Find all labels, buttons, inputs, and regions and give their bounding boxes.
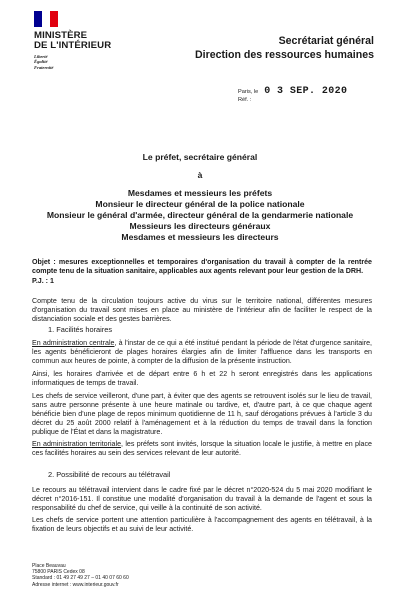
recipient-prefets: Mesdames et messieurs les préfets <box>127 188 273 198</box>
recipient-gendarmerie: Monsieur le général d'armée, directeur général de la gendarmerie nationale <box>46 210 354 220</box>
footer-line-4: Adresse internet : www.interieur.gouv.fr <box>32 581 119 588</box>
footer-line-1: Place Beauvau <box>32 563 66 569</box>
section-2-paragraph-1: Le recours au télétravail intervient dans le cadre fixé par le décret n°2020-524 du 5 mai 2020 modifiant le décret n°2016-151. Il constitue une modalité d'organisation du travail à la demande de l'agent et sous la responsabilité du chef de service, qui veille à la continuité de son activité. <box>32 486 372 513</box>
footer-line-3: Standard : 01 49 27 49 27 – 01 40 07 60 60 <box>32 575 129 582</box>
direction-title: Direction des ressources humaines <box>195 49 374 61</box>
section-1-paragraph-3: Les chefs de service veilleront, d'une part, à éviter que des agents se retrouvent isolés sur le lieu de travail, sans autre personne présente à une heure matinale ou tardive, et, d'autre part, à ce que chaque agent bénéficie bien d'une plage de repos minimum quotidienne de 11 h, sauf dérogations prévues à l'article 3 du décret du 25 août 2000 relatif à l'aménagement et à la réduction du temps de travail dans la fonction publique de l'État et dans la magistrature. <box>32 392 372 437</box>
object-text: mesures exceptionnelles et temporaires d'organisation du travail à compter de la rentrée compte tenu de la situation sanitaire, applicables aux agents relevant pour leur gestion de la DRH. <box>32 258 372 276</box>
attachments-line: P.J. : 1 <box>32 277 54 285</box>
object-label: Objet : <box>32 258 56 266</box>
section-1-paragraph-1-text: , à l'instar de ce qui a été institué pendant la période de l'état d'urgence sanitaire, les agents bénéficieront de plages horaires élargies afin de limiter l'affluence dans les transports en commun aux heures de pointe, à compter de la diffusion de la présente instruction. <box>32 339 373 366</box>
marianne-flag-logo <box>34 11 58 27</box>
ministry-name: MINISTÈRE DE L'INTÉRIEUR <box>34 30 112 51</box>
secretariat-title: Secrétariat général <box>278 35 374 47</box>
section-2-heading: 2. Possibilité de recours au télétravail <box>48 470 171 479</box>
sender: Le préfet, secrétaire général <box>142 152 258 162</box>
section-1-paragraph-2: Ainsi, les horaires d'arrivée et de départ entre 6 h et 22 h seront enregistrés dans les applications informatiques de temps de travail. <box>32 370 372 388</box>
object-line <box>32 258 372 276</box>
recipient-directeurs-generaux: Messieurs les directeurs généraux <box>129 221 271 231</box>
section-1-paragraph-1 <box>32 339 372 366</box>
central-admin-label: En administration centrale <box>32 339 115 347</box>
recipient-police: Monsieur le directeur général de la police nationale <box>95 199 305 209</box>
section-1-paragraph-4 <box>32 440 372 458</box>
place-label: Paris, le <box>238 89 259 95</box>
footer-line-2: 75800 PARIS Cedex 08 <box>32 569 85 576</box>
footer-address <box>32 563 129 588</box>
republic-motto: Liberté Égalité Fraternité <box>34 54 54 70</box>
intro-paragraph: Compte tenu de la circulation toujours active du virus sur le territoire national, différentes mesures d'organisation du travail sont mises en place au ministère de l'intérieur afin de faciliter le respect de la distanciation sociale et des gestes barrières. <box>32 297 372 324</box>
section-1-paragraph-4-text: , les préfets sont invités, lorsque la situation locale le justifie, à mettre en place ces facilités horaires au sein des services relevant de leur autorité. <box>32 440 372 458</box>
date-stamp: 0 3 SEP. 2020 <box>264 86 348 97</box>
territorial-admin-label: En administration territoriale <box>32 440 122 448</box>
reference-label: Réf. : <box>238 97 252 103</box>
recipient-directeurs: Mesdames et messieurs les directeurs <box>121 232 279 242</box>
a-separator: à <box>197 170 203 180</box>
date-line <box>238 88 347 96</box>
section-1-heading: 1. Facilités horaires <box>48 325 113 334</box>
section-2-paragraph-2: Les chefs de service portent une attention particulière à l'accompagnement des agents en télétravail, à la fixation de leurs objectifs et au suivi de leur activité. <box>32 516 372 534</box>
